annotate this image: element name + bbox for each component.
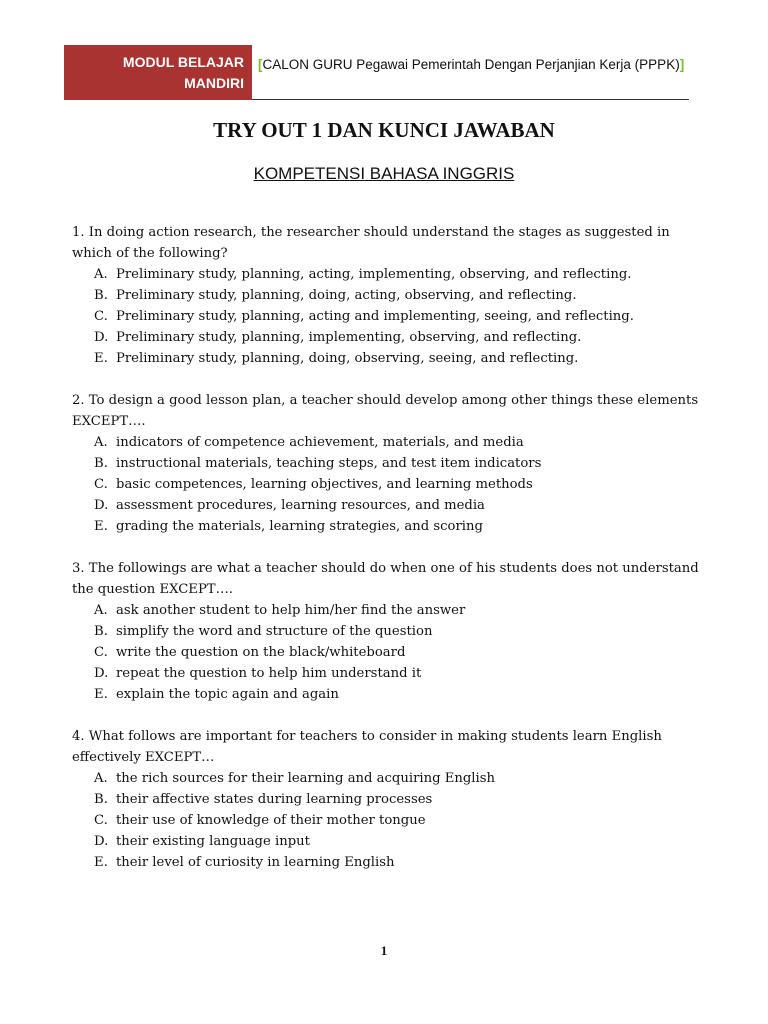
option-text: basic competences, learning objectives, and learning methods [116,477,533,492]
option-letter: B. [94,792,108,807]
module-badge-line2: MANDIRI [184,75,244,91]
option-letter: E. [94,687,108,702]
answer-options [72,432,702,537]
question-text: 2. To design a good lesson plan, a teacher should develop among other things these elements EXCEPT…. [72,393,699,429]
option-text: Preliminary study, planning, doing, acting, observing, and reflecting. [116,288,577,303]
answer-options [72,264,702,369]
header-subject-text: CALON GURU Pegawai Pemerintah Dengan Perjanjian Kerja (PPPK) [262,57,680,72]
option-text: assessment procedures, learning resources, and media [116,498,485,513]
question-text: 4. What follows are important for teachers to consider in making students learn English effectively EXCEPT… [72,729,662,765]
answer-option [72,621,702,642]
option-letter: D. [94,666,109,681]
bracket-close: ] [679,57,685,72]
option-letter: B. [94,288,108,303]
option-letter: A. [94,267,108,282]
page-title: TRY OUT 1 DAN KUNCI JAWABAN [213,118,555,142]
option-text: Preliminary study, planning, implementing, observing, and reflecting. [116,330,582,345]
page-subtitle: KOMPETENSI BAHASA INGGRIS [253,164,515,183]
header-subject [258,54,688,75]
answer-option [72,474,702,495]
option-text: explain the topic again and again [116,687,339,702]
option-letter: D. [94,834,109,849]
option-letter: C. [94,813,108,828]
option-text: grading the materials, learning strategies, and scoring [116,519,483,534]
answer-options [72,600,702,705]
header-divider [252,99,689,100]
option-letter: C. [94,309,108,324]
answer-options [72,768,702,873]
option-text: instructional materials, teaching steps, and test item indicators [116,456,542,471]
page-number: 1 [380,943,388,958]
module-badge-line1: MODUL BELAJAR [122,54,244,70]
option-text: the rich sources for their learning and acquiring English [116,771,495,786]
option-text: repeat the question to help him understand it [116,666,422,681]
answer-option [72,306,702,327]
answer-option [72,789,702,810]
question-list [72,222,702,894]
question-4 [72,726,702,873]
answer-option [72,285,702,306]
option-letter: C. [94,645,108,660]
option-letter: A. [94,435,108,450]
option-text: write the question on the black/whiteboard [116,645,406,660]
option-letter: D. [94,498,109,513]
option-letter: E. [94,855,108,870]
answer-option [72,453,702,474]
answer-option [72,852,702,873]
question-text: 3. The followings are what a teacher should do when one of his students does not understand the question EXCEPT…. [72,561,699,597]
module-badge [64,45,252,100]
option-letter: B. [94,456,108,471]
answer-option [72,516,702,537]
option-text: Preliminary study, planning, acting, implementing, observing, and reflecting. [116,267,632,282]
answer-option [72,495,702,516]
option-text: their level of curiosity in learning English [116,855,395,870]
option-letter: E. [94,519,108,534]
option-text: their existing language input [116,834,310,849]
answer-option [72,600,702,621]
option-text: simplify the word and structure of the question [116,624,433,639]
answer-option [72,432,702,453]
option-text: ask another student to help him/her find the answer [116,603,466,618]
bracket-open: [ [258,57,263,72]
option-letter: E. [94,351,108,366]
answer-option [72,348,702,369]
option-letter: A. [94,603,108,618]
question-text: 1. In doing action research, the researcher should understand the stages as suggested in which of the following? [72,225,670,261]
answer-option [72,831,702,852]
answer-option [72,768,702,789]
question-1 [72,222,702,369]
option-letter: A. [94,771,108,786]
option-text: their affective states during learning processes [116,792,433,807]
option-letter: B. [94,624,108,639]
option-text: Preliminary study, planning, doing, observing, seeing, and reflecting. [116,351,579,366]
option-letter: D. [94,330,109,345]
answer-option [72,684,702,705]
option-text: indicators of competence achievement, materials, and media [116,435,524,450]
option-text: their use of knowledge of their mother tongue [116,813,426,828]
answer-option [72,663,702,684]
answer-option [72,642,702,663]
answer-option [72,264,702,285]
question-2 [72,390,702,537]
option-letter: C. [94,477,108,492]
answer-option [72,327,702,348]
option-text: Preliminary study, planning, acting and implementing, seeing, and reflecting. [116,309,634,324]
answer-option [72,810,702,831]
question-3 [72,558,702,705]
